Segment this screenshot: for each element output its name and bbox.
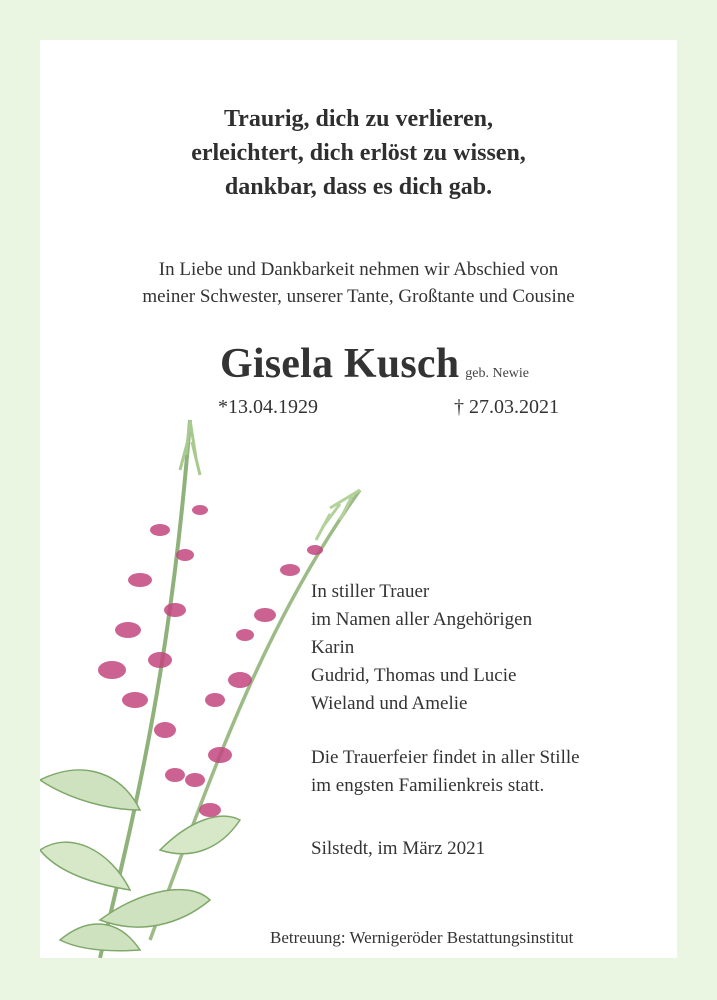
poem: [40, 102, 677, 204]
ceremony-line: im engsten Familienkreis statt.: [311, 775, 545, 796]
mourners-line: In stiller Trauer: [311, 581, 430, 602]
mourners: [311, 578, 532, 718]
poem-line: erleichtert, dich erlöst zu wissen,: [191, 140, 526, 166]
ceremony-note: [311, 744, 580, 800]
birth-date: *13.04.1929: [218, 396, 318, 418]
mourners-line: Gudrid, Thomas und Lucie: [311, 665, 517, 686]
intro-line: meiner Schwester, unserer Tante, Großtante und Cousine: [142, 286, 575, 307]
ceremony-line: Die Trauerfeier findet in aller Stille: [311, 747, 580, 768]
deceased-name-row: [220, 340, 529, 388]
poem-line: Traurig, dich zu verlieren,: [223, 106, 494, 132]
deceased-name: Gisela Kusch: [220, 341, 460, 387]
poem-line: dankbar, dass es dich gab.: [224, 174, 493, 200]
intro-text: [40, 256, 677, 310]
mourners-line: Wieland und Amelie: [311, 693, 468, 714]
maiden-name: geb. Newie: [465, 366, 530, 381]
funeral-home-credit: Betreuung: Wernigeröder Bestattungsinstitut: [270, 928, 574, 947]
mourners-line: Karin: [311, 637, 355, 658]
mourners-line: im Namen aller Angehörigen: [311, 609, 533, 630]
obituary-card: [40, 40, 677, 958]
place-date: Silstedt, im März 2021: [311, 838, 486, 859]
intro-line: In Liebe und Dankbarkeit nehmen wir Abschied von: [158, 259, 559, 280]
death-date: † 27.03.2021: [454, 396, 559, 418]
